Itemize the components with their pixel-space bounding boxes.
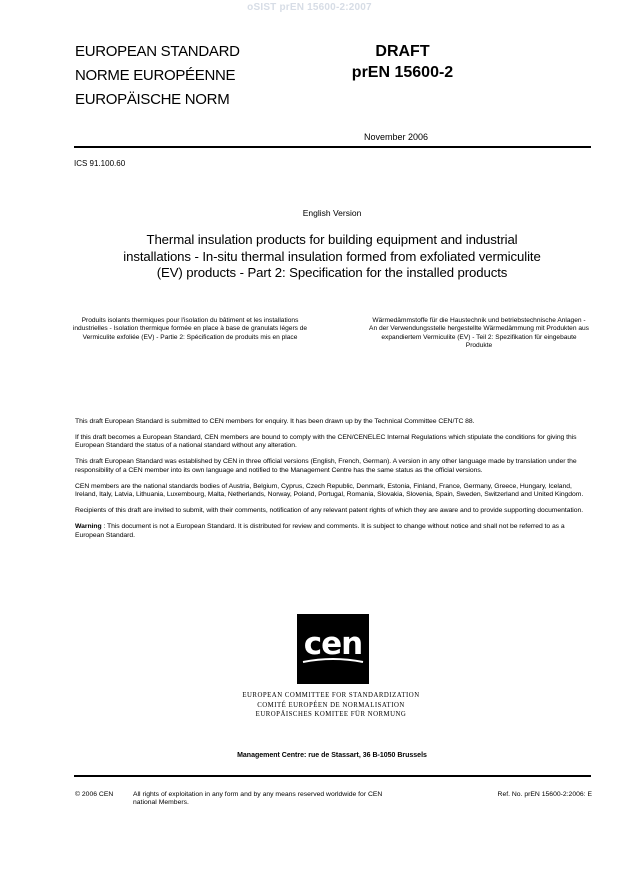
warning-text: : This document is not a European Standard. It is distributed for review and comments. It is subject to change without notice and shall not be referred to as a European Standard.: [75, 523, 565, 539]
standard-names: [75, 40, 240, 112]
paragraph-compliance: If this draft becomes a European Standard, CEN members are bound to comply with the CEN/CENELEC Internal Regulations which stipulate the conditions for giving this European Standard the status of a national standard without any alteration.: [75, 434, 577, 450]
paragraph-patents: Recipients of this draft are invited to submit, with their comments, notification of any relevant patent rights of which they are aware and to provide supporting documentation.: [75, 507, 584, 515]
committee-name-en: EUROPEAN COMMITTEE FOR STANDARDIZATION: [242, 692, 420, 699]
french-title: Produits isolants thermiques pour l'isolation du bâtiment et les installations industrielles - Isolation thermique formée en place à base de granulats légers de Vermiculite exfoliée (EV) - Partie 2: Spécification de produits mis en place: [72, 317, 308, 341]
copyright: © 2006 CEN: [75, 791, 114, 798]
language-version: English Version: [302, 208, 362, 218]
footer-divider: [74, 775, 591, 777]
cen-logo: [297, 614, 369, 684]
logo-text: cen: [303, 626, 363, 662]
warning-label: Warning: [75, 523, 102, 531]
committee-name-de: EUROPÄISCHES KOMITEE FÜR NORMUNG: [255, 711, 407, 719]
german-title: Wärmedämmstoffe für die Haustechnik und betriebstechnische Anlagen - An der Verwendungsstelle hergestellte Wärmedämmung mit Produkten aus expandiertem Vermiculite (EV) - Teil 2: Spezifikation für eingebaute Produkte: [369, 317, 589, 349]
paragraph-versions: This draft European Standard was established by CEN in three official versions (English, French, German). A version in any other language made by translation under the responsibility of a CEN member into its own language and notified to the Management Centre has the same status as the official versions.: [75, 458, 577, 474]
doc-number: prEN 15600-2: [351, 64, 454, 81]
publication-date: November 2006: [364, 132, 429, 142]
draft-label: DRAFT: [375, 43, 430, 60]
standard-name-de: EUROPÄISCHE NORM: [75, 91, 230, 108]
warning-paragraph: [75, 523, 591, 540]
cen-logo-icon: [297, 614, 369, 684]
header-divider: [74, 146, 591, 148]
reference-number: Ref. No. prEN 15600-2:2006: E: [497, 791, 592, 798]
rights-statement: All rights of exploitation in any form and by any means reserved worldwide for CEN national Members.: [133, 791, 383, 806]
committee-name-fr: COMITÉ EUROPÉEN DE NORMALISATION: [257, 701, 405, 709]
paragraph-enquiry: This draft European Standard is submitted to CEN members for enquiry. It has been drawn up by the Technical Committee CEN/TC 88.: [75, 418, 475, 425]
standard-name-en: EUROPEAN STANDARD: [75, 43, 240, 60]
watermark: oSIST prEN 15600-2:2007: [247, 2, 372, 13]
standard-name-fr: NORME EUROPÉENNE: [75, 67, 236, 84]
management-centre: Management Centre: rue de Stassart, 36 B-1050 Brussels: [237, 752, 427, 759]
ics-code: ICS 91.100.60: [74, 159, 126, 168]
body-text: [75, 418, 591, 548]
paragraph-members: CEN members are the national standards bodies of Austria, Belgium, Cyprus, Czech Republic, Denmark, Estonia, Finland, France, Germany, Greece, Hungary, Iceland, Ireland, Italy, Latvia, Lithuania, Luxembourg, Malta, Netherlands, Norway, Poland, Portugal, Romania, Slovakia, Slovenia, Spain, Sweden, Switzerland and United Kingdom.: [75, 482, 584, 499]
draft-block: [345, 41, 460, 83]
document-title: Thermal insulation products for building equipment and industrial installations - In-situ thermal insulation formed from exfoliated vermiculite (EV) products - Part 2: Specification for the installed products: [123, 232, 541, 280]
committee-names: [225, 691, 437, 720]
